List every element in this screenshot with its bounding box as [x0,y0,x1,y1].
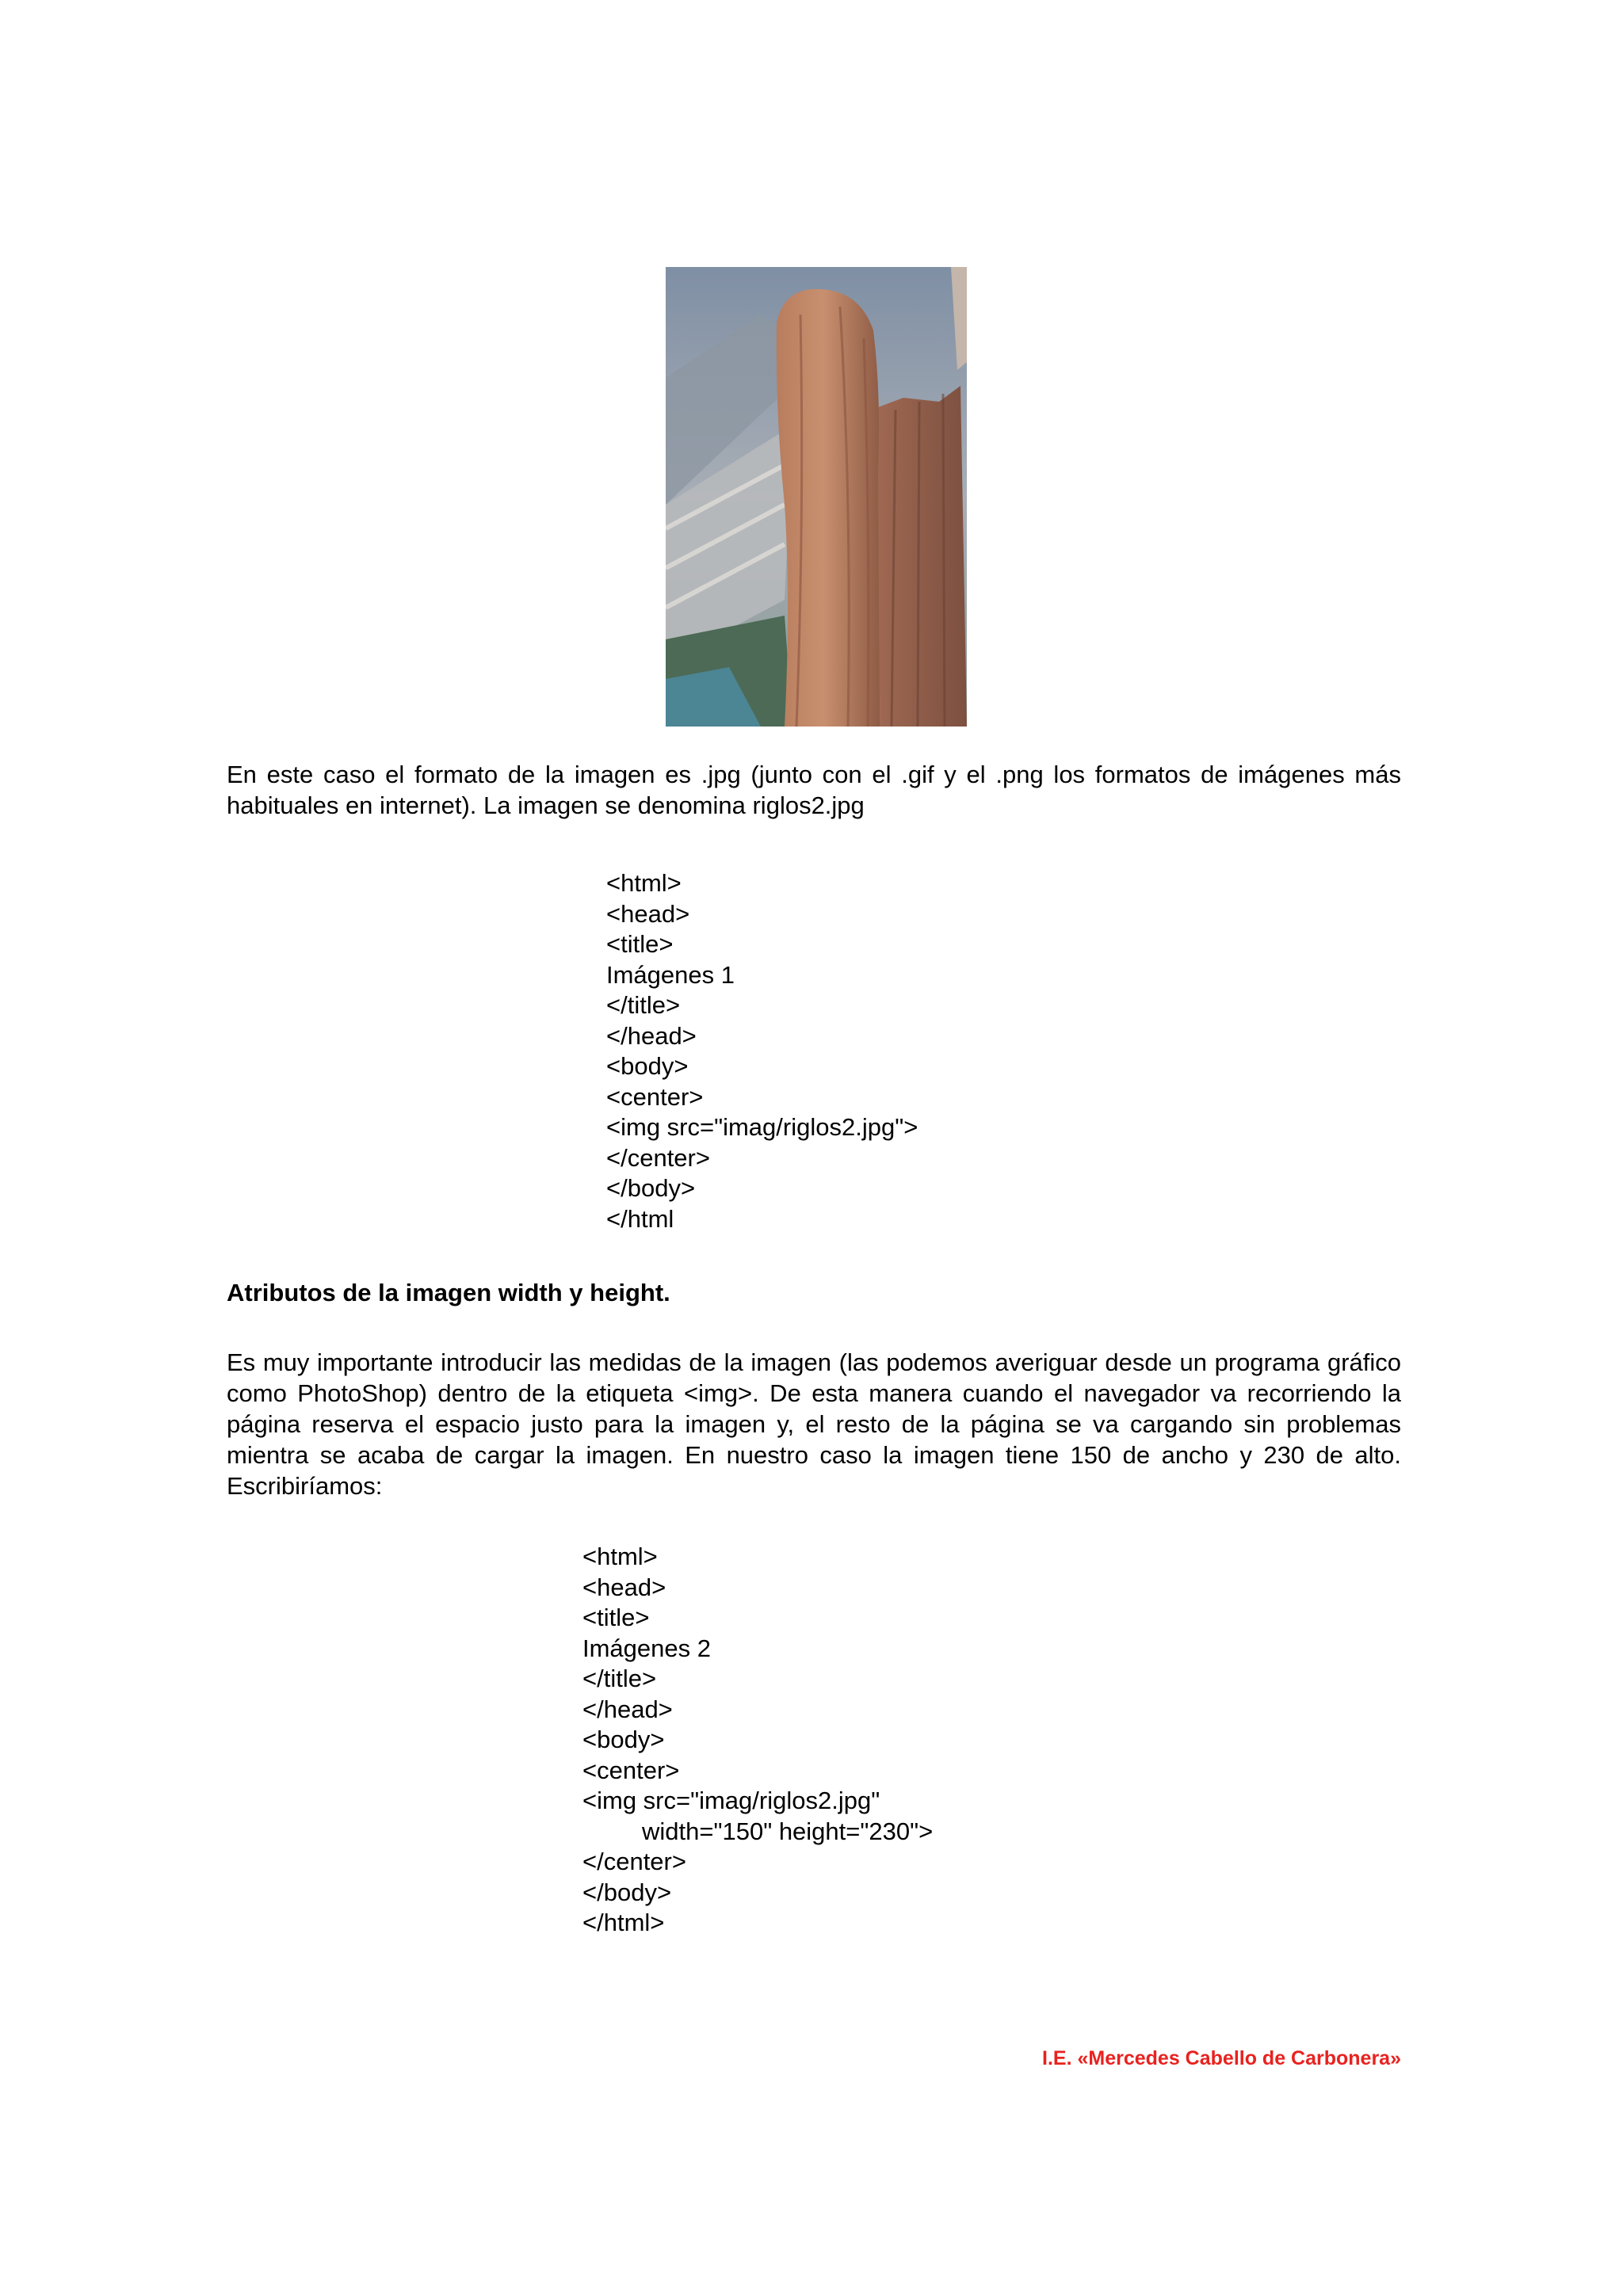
footer-institution: I.E. «Mercedes Cabello de Carbonera» [1042,2047,1401,2069]
code-line: </center> [606,1143,710,1172]
code-line: <center> [582,1756,680,1784]
rock-tower-photo-icon [666,267,967,727]
code-line: <title> [606,930,674,958]
body-paragraph: Es muy importante introducir las medidas de la imagen (las podemos averiguar desde un programa gráfico como PhotoShop) dentro de la etiqueta <img>. De esta manera cuando el navegador va recorriendo la página reserva el espacio justo para la imagen y, el resto de la página se va cargando sin problemas mientra se acaba de cargar la imagen. En nuestro caso la imagen tiene 150 de ancho y 230 de alto. Escribiríamos: [227,1348,1401,1500]
code-line: Imágenes 2 [582,1634,711,1662]
rock-tower-photo [666,267,967,727]
intro-paragraph: En este caso el formato de la imagen es .jpg (junto con el .gif y el .png los formatos de imágenes más habituales en internet). La imagen se denomina riglos2.jpg [227,761,1401,819]
code-example-1 [606,868,918,1234]
code-line: </title> [582,1665,657,1692]
code-line: <head> [606,899,690,928]
code-line: <body> [606,1052,689,1080]
code-line: <title> [582,1604,650,1631]
code-line: <head> [582,1573,666,1601]
section-heading: Atributos de la imagen width y height. [227,1279,670,1306]
code-line: <img src="imag/riglos2.jpg"> [606,1113,918,1141]
code-line: width="150" height="230"> [642,1817,934,1845]
code-line: <img src="imag/riglos2.jpg" [582,1787,880,1814]
code-line: <body> [582,1726,665,1753]
code-line: </html [606,1204,674,1233]
code-line: </head> [606,1021,697,1050]
code-line: <html> [606,869,682,897]
code-line: Imágenes 1 [606,960,735,989]
code-line: </head> [582,1695,673,1723]
code-line: <html> [582,1543,658,1570]
code-line: </title> [606,991,681,1019]
code-line: </body> [582,1878,672,1906]
code-example-2 [582,1542,933,1939]
code-line: <center> [606,1082,704,1111]
code-line: </center> [582,1848,686,1875]
code-line: </body> [606,1174,696,1202]
code-line: </html> [582,1909,665,1936]
